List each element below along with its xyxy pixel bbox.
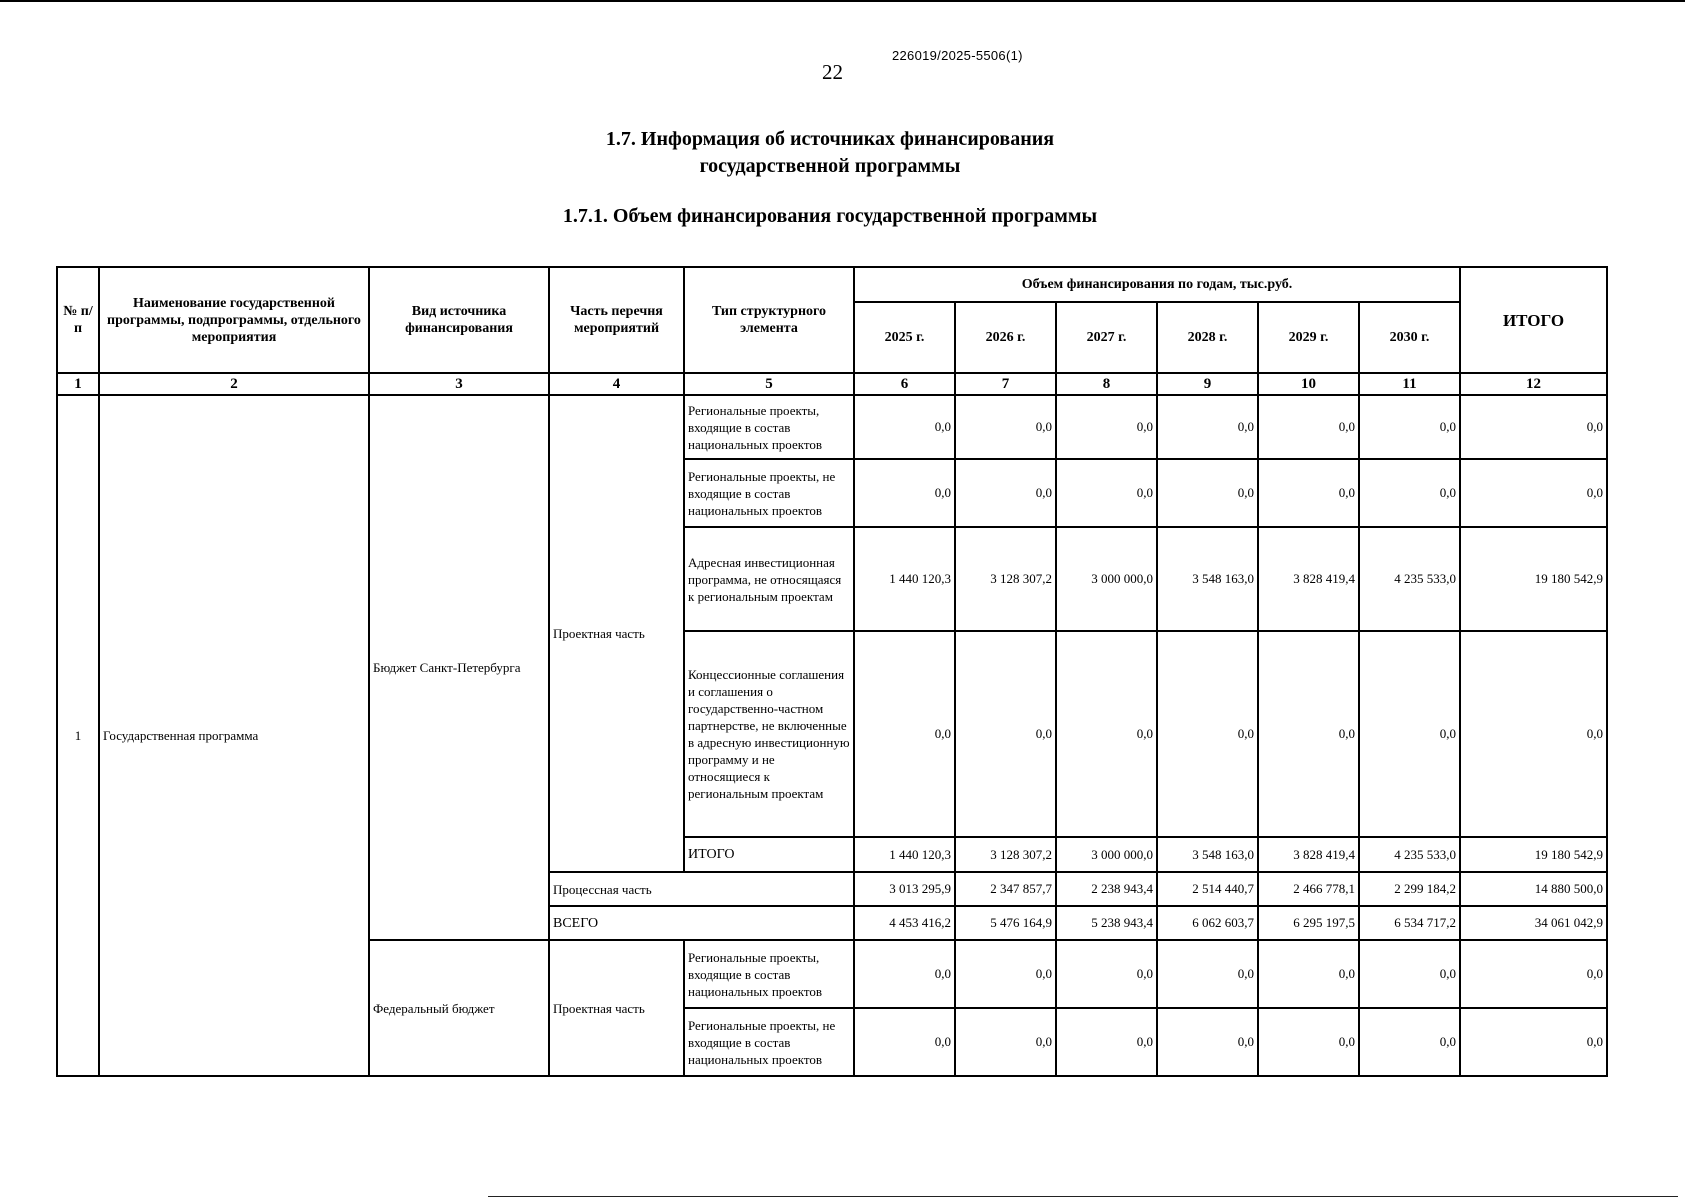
value-2027: 3 000 000,0 xyxy=(1056,527,1157,631)
header-row xyxy=(57,267,1607,302)
value-2026: 2 347 857,7 xyxy=(955,872,1056,906)
value-2030: 6 534 717,2 xyxy=(1359,906,1460,940)
value-2029: 3 828 419,4 xyxy=(1258,837,1359,872)
value-2025: 0,0 xyxy=(854,395,955,459)
value-2025: 3 013 295,9 xyxy=(854,872,955,906)
value-2027: 0,0 xyxy=(1056,940,1157,1008)
col-index: 4 xyxy=(549,373,684,395)
col-header-year: 2026 г. xyxy=(955,302,1056,373)
value-2030: 2 299 184,2 xyxy=(1359,872,1460,906)
value-2030: 0,0 xyxy=(1359,1008,1460,1076)
value-total: 14 880 500,0 xyxy=(1460,872,1607,906)
col-header-name: Наименование государственной программы, подпрограммы, отдельного мероприятия xyxy=(99,267,369,373)
value-2028: 0,0 xyxy=(1157,631,1258,837)
value-2028: 2 514 440,7 xyxy=(1157,872,1258,906)
col-index: 7 xyxy=(955,373,1056,395)
source-spb-budget: Бюджет Санкт-Петербурга xyxy=(369,395,549,940)
value-2027: 0,0 xyxy=(1056,459,1157,527)
subsection-title: 1.7.1. Объем финансирования государственной программы xyxy=(562,205,1098,227)
col-index: 6 xyxy=(854,373,955,395)
program-name: Государственная программа xyxy=(99,395,369,1076)
part-project-federal: Проектная часть xyxy=(549,940,684,1076)
value-2026: 0,0 xyxy=(955,631,1056,837)
value-2025: 0,0 xyxy=(854,459,955,527)
value-2027: 0,0 xyxy=(1056,1008,1157,1076)
item-number: 1 xyxy=(57,395,99,1076)
value-2027: 3 000 000,0 xyxy=(1056,837,1157,872)
col-header-source: Вид источника финансирования xyxy=(369,267,549,373)
table-row xyxy=(57,395,1607,459)
structure-type: Региональные проекты, не входящие в состав национальных проектов xyxy=(684,1008,854,1076)
value-2025: 0,0 xyxy=(854,1008,955,1076)
value-total: 19 180 542,9 xyxy=(1460,527,1607,631)
value-2026: 0,0 xyxy=(955,940,1056,1008)
col-index: 11 xyxy=(1359,373,1460,395)
value-2026: 5 476 164,9 xyxy=(955,906,1056,940)
section-title-line1: 1.7. Информация об источниках финансирования xyxy=(605,128,1055,150)
value-2028: 6 062 603,7 xyxy=(1157,906,1258,940)
col-index: 2 xyxy=(99,373,369,395)
col-index: 5 xyxy=(684,373,854,395)
value-2029: 2 466 778,1 xyxy=(1258,872,1359,906)
value-2028: 0,0 xyxy=(1157,395,1258,459)
col-header-volume: Объем финансирования по годам, тыс.руб. xyxy=(854,267,1460,302)
part-total: ВСЕГО xyxy=(549,906,854,940)
structure-type: Региональные проекты, не входящие в состав национальных проектов xyxy=(684,459,854,527)
value-total: 0,0 xyxy=(1460,1008,1607,1076)
value-2027: 5 238 943,4 xyxy=(1056,906,1157,940)
col-header-year: 2028 г. xyxy=(1157,302,1258,373)
section-title xyxy=(0,126,1660,180)
col-header-type: Тип структурного элемента xyxy=(684,267,854,373)
value-2028: 0,0 xyxy=(1157,940,1258,1008)
page-number: 22 xyxy=(822,60,843,84)
value-2028: 0,0 xyxy=(1157,459,1258,527)
value-2030: 0,0 xyxy=(1359,395,1460,459)
col-index: 1 xyxy=(57,373,99,395)
value-2029: 0,0 xyxy=(1258,631,1359,837)
value-2030: 0,0 xyxy=(1359,940,1460,1008)
value-2026: 0,0 xyxy=(955,1008,1056,1076)
value-2029: 0,0 xyxy=(1258,395,1359,459)
col-header-part: Часть перечня мероприятий xyxy=(549,267,684,373)
value-total: 0,0 xyxy=(1460,940,1607,1008)
structure-type-total: ИТОГО xyxy=(684,837,854,872)
source-federal-budget: Федеральный бюджет xyxy=(369,940,549,1076)
value-2029: 3 828 419,4 xyxy=(1258,527,1359,631)
value-2025: 1 440 120,3 xyxy=(854,527,955,631)
value-2026: 3 128 307,2 xyxy=(955,527,1056,631)
col-header-year: 2029 г. xyxy=(1258,302,1359,373)
value-2025: 1 440 120,3 xyxy=(854,837,955,872)
financing-table xyxy=(56,266,1608,1077)
value-2025: 0,0 xyxy=(854,940,955,1008)
value-2028: 3 548 163,0 xyxy=(1157,527,1258,631)
value-total: 34 061 042,9 xyxy=(1460,906,1607,940)
top-border xyxy=(0,0,1685,2)
value-total: 19 180 542,9 xyxy=(1460,837,1607,872)
registration-number: 226019/2025-5506(1) xyxy=(892,48,1023,63)
col-index: 10 xyxy=(1258,373,1359,395)
value-total: 0,0 xyxy=(1460,631,1607,837)
value-2029: 6 295 197,5 xyxy=(1258,906,1359,940)
value-2027: 2 238 943,4 xyxy=(1056,872,1157,906)
part-process: Процессная часть xyxy=(549,872,854,906)
value-2030: 0,0 xyxy=(1359,459,1460,527)
col-header-year: 2027 г. xyxy=(1056,302,1157,373)
part-project: Проектная часть xyxy=(549,395,684,872)
value-2027: 0,0 xyxy=(1056,631,1157,837)
value-2029: 0,0 xyxy=(1258,459,1359,527)
col-index: 9 xyxy=(1157,373,1258,395)
value-total: 0,0 xyxy=(1460,459,1607,527)
col-header-year: 2025 г. xyxy=(854,302,955,373)
value-2029: 0,0 xyxy=(1258,940,1359,1008)
bottom-border xyxy=(488,1196,1678,1197)
column-index-row xyxy=(57,373,1607,395)
col-index: 3 xyxy=(369,373,549,395)
col-header-total: ИТОГО xyxy=(1460,267,1607,373)
col-index: 12 xyxy=(1460,373,1607,395)
value-2025: 4 453 416,2 xyxy=(854,906,955,940)
value-2030: 4 235 533,0 xyxy=(1359,527,1460,631)
structure-type: Региональные проекты, входящие в состав национальных проектов xyxy=(684,395,854,459)
section-title-line2: государственной программы xyxy=(699,155,961,177)
col-header-num: № п/п xyxy=(57,267,99,373)
value-2028: 0,0 xyxy=(1157,1008,1258,1076)
structure-type: Концессионные соглашения и соглашения о государственно-частном партнерстве, не включенные в адресную инвестиционную программу и не относящиеся к региональным проектам xyxy=(684,631,854,837)
value-2028: 3 548 163,0 xyxy=(1157,837,1258,872)
value-2030: 4 235 533,0 xyxy=(1359,837,1460,872)
structure-type: Региональные проекты, входящие в состав национальных проектов xyxy=(684,940,854,1008)
value-2029: 0,0 xyxy=(1258,1008,1359,1076)
value-2027: 0,0 xyxy=(1056,395,1157,459)
value-2026: 3 128 307,2 xyxy=(955,837,1056,872)
col-index: 8 xyxy=(1056,373,1157,395)
value-2026: 0,0 xyxy=(955,459,1056,527)
value-total: 0,0 xyxy=(1460,395,1607,459)
value-2026: 0,0 xyxy=(955,395,1056,459)
value-2025: 0,0 xyxy=(854,631,955,837)
value-2030: 0,0 xyxy=(1359,631,1460,837)
col-header-year: 2030 г. xyxy=(1359,302,1460,373)
structure-type: Адресная инвестиционная программа, не относящаяся к региональным проектам xyxy=(684,527,854,631)
